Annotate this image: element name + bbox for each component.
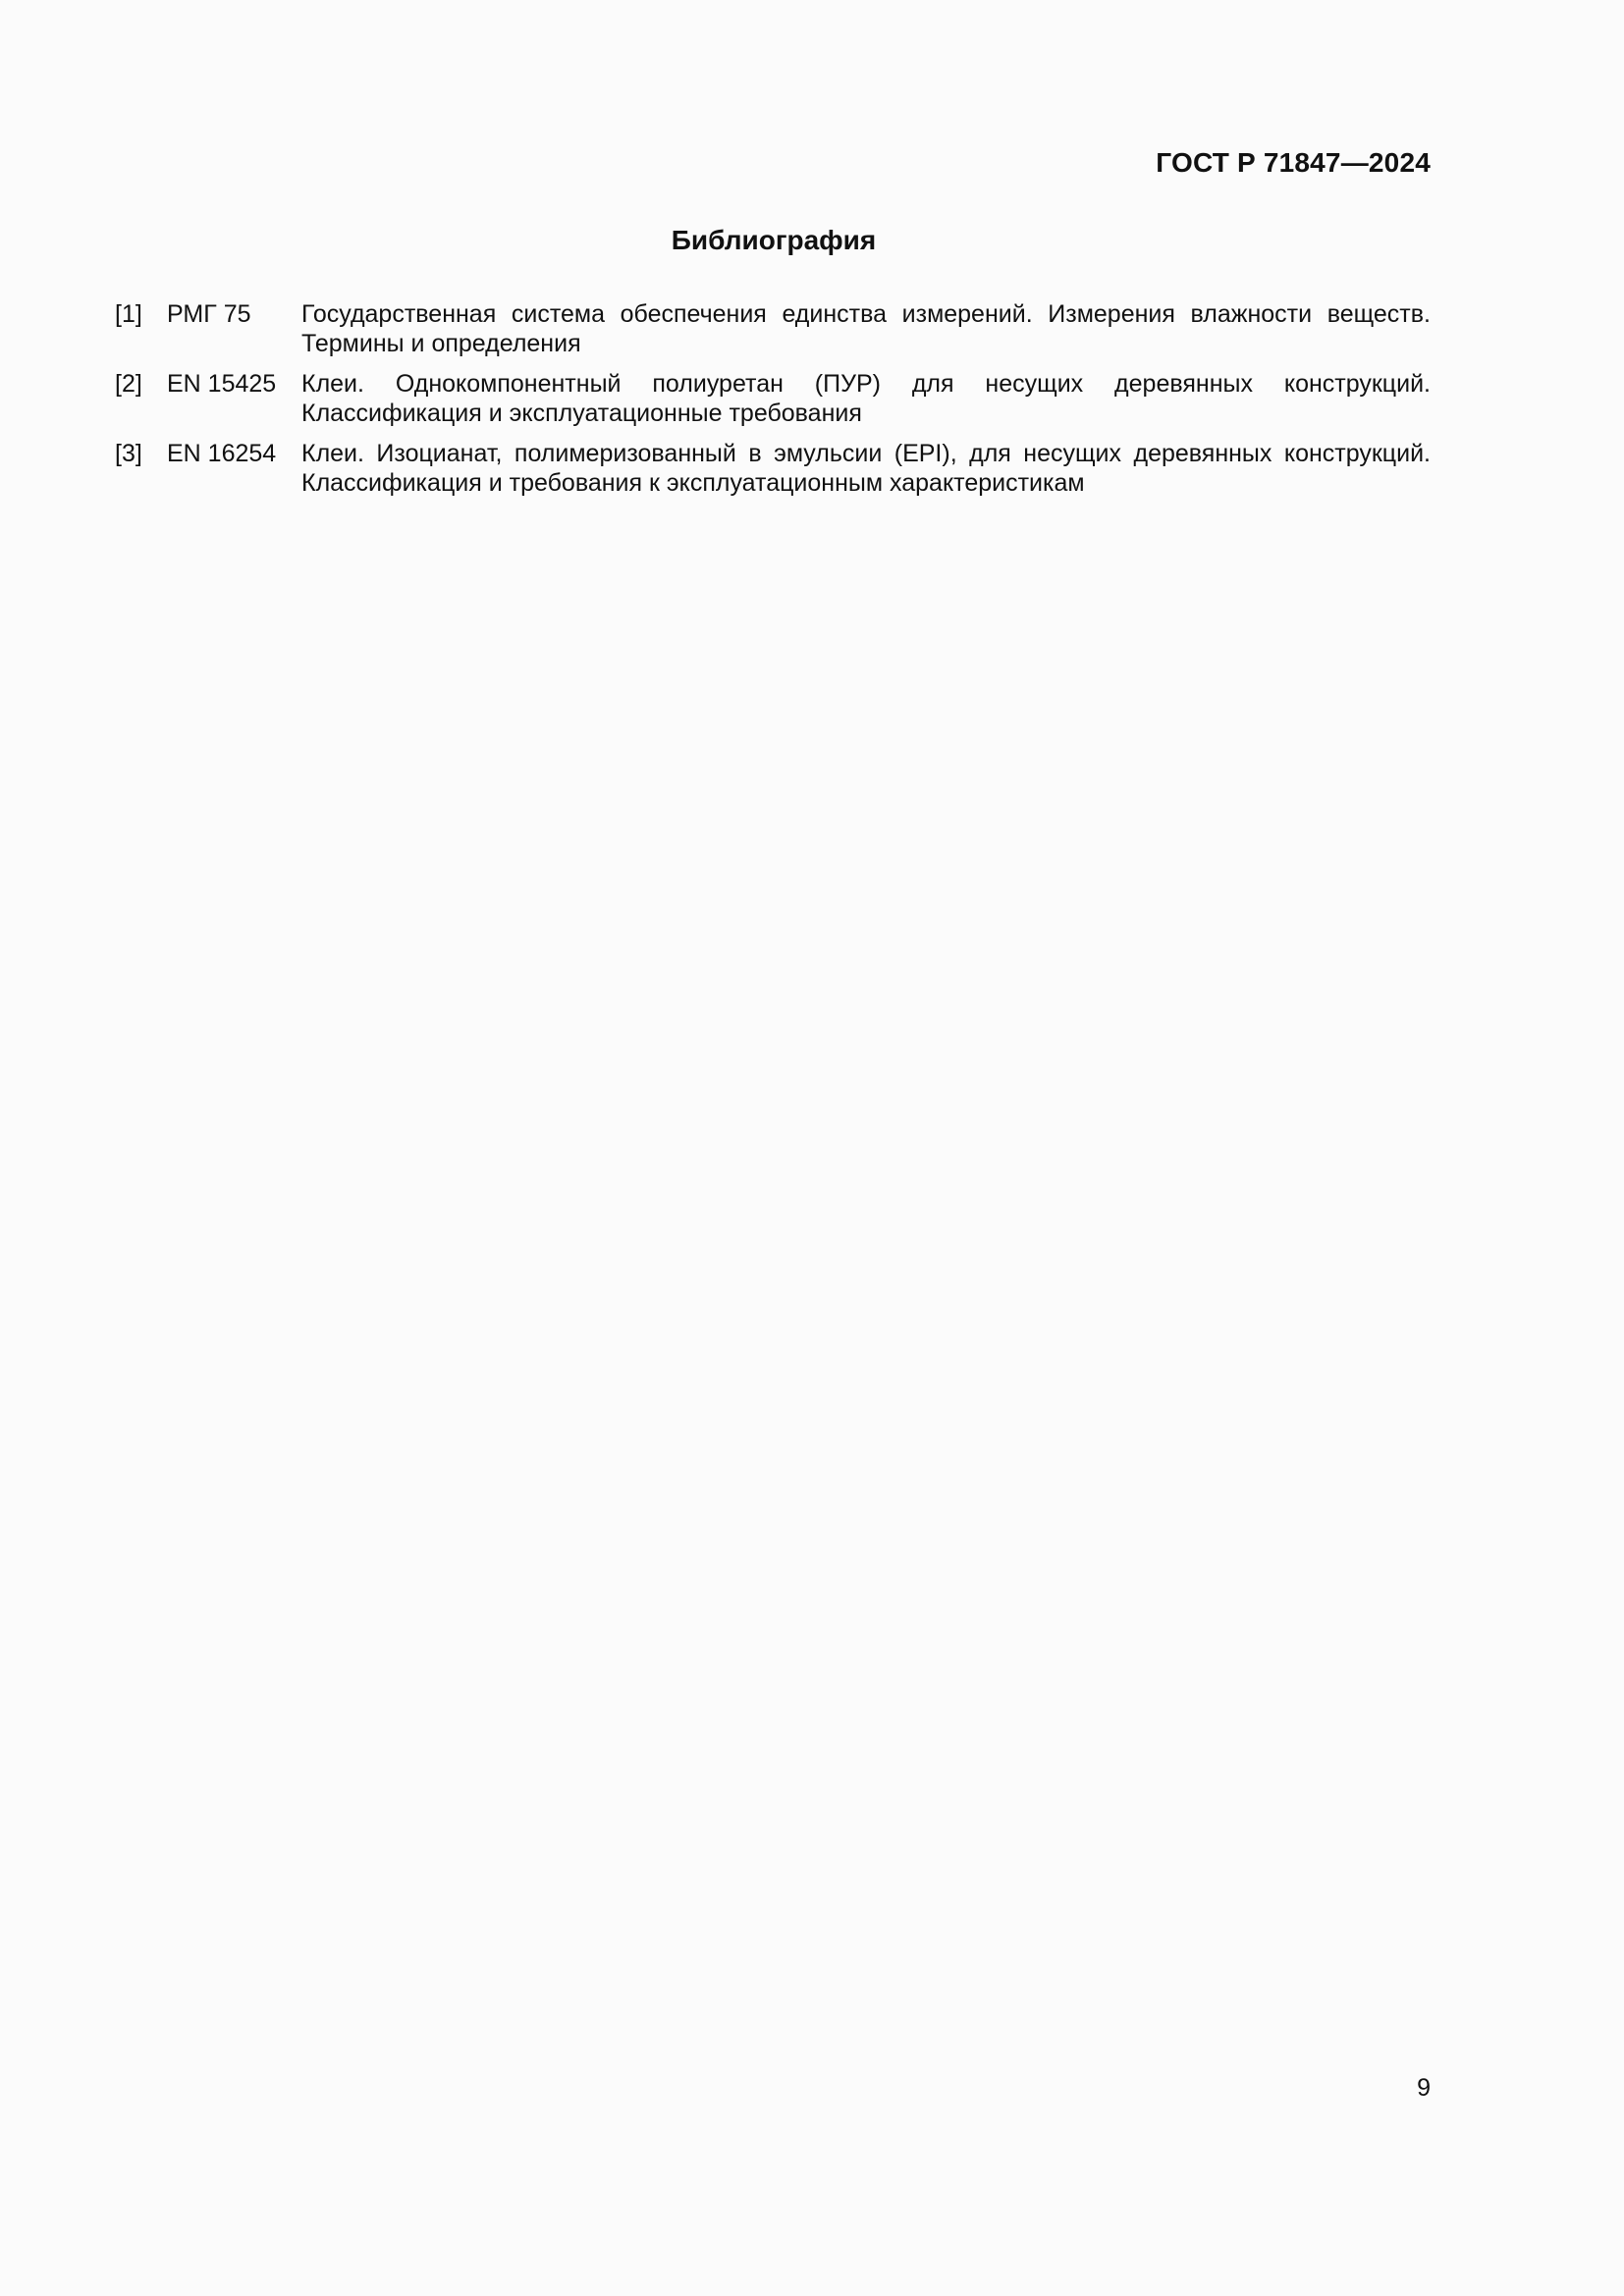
bibliography-entry-code: РМГ 75 bbox=[167, 300, 251, 328]
bibliography-entry-text: Государственная система обеспечения единства измерений. Измерения влажности веществ. Термины и определения bbox=[301, 300, 1431, 357]
document-code-header: ГОСТ Р 71847—2024 bbox=[1156, 147, 1431, 178]
bibliography-entry-code: EN 15425 bbox=[167, 370, 277, 398]
bibliography-entry-number: [3] bbox=[115, 440, 142, 467]
bibliography-list bbox=[115, 299, 1431, 508]
bibliography-entry bbox=[115, 369, 1431, 428]
bibliography-entry-text: Клеи. Однокомпонентный полиуретан (ПУР) для несущих деревянных конструкций. Классификация и эксплуатационные требования bbox=[301, 370, 1431, 427]
section-title-bibliography: Библиография bbox=[671, 225, 877, 255]
bibliography-entry-text: Клеи. Изоцианат, полимеризованный в эмульсии (EPI), для несущих деревянных конструкций. Классификация и требования к эксплуатационным характеристикам bbox=[301, 440, 1431, 497]
bibliography-entry-code: EN 16254 bbox=[167, 440, 277, 467]
bibliography-entry-number: [1] bbox=[115, 300, 142, 328]
page-number: 9 bbox=[1417, 2074, 1431, 2102]
bibliography-entry bbox=[115, 439, 1431, 498]
bibliography-entry bbox=[115, 299, 1431, 358]
bibliography-entry-number: [2] bbox=[115, 370, 142, 398]
